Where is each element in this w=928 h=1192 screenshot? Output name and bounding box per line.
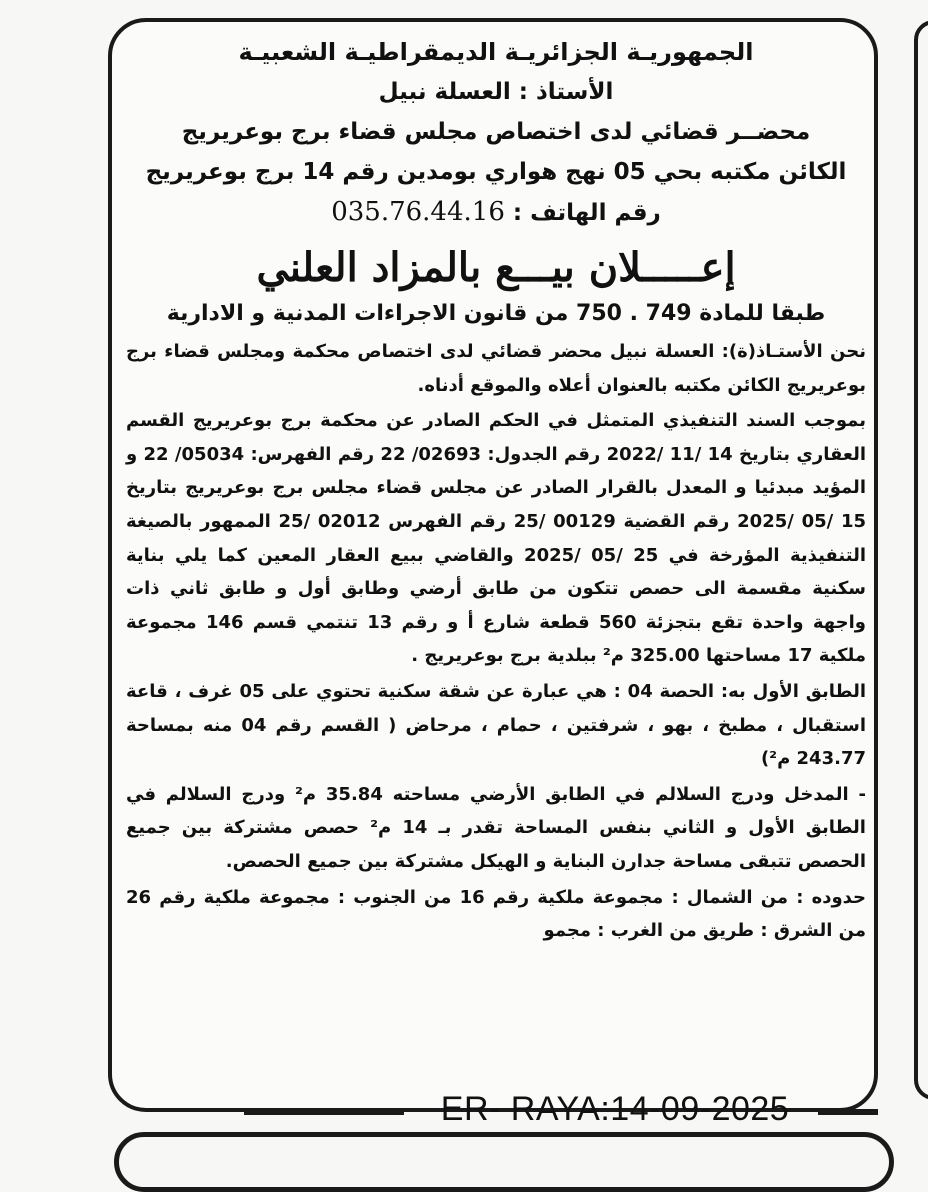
next-notice-border [114, 1132, 894, 1192]
boundaries-paragraph: حدوده : من الشمال : مجموعة ملكية رقم 16 من الجنوب : مجموعة ملكية رقم 26 من الشرق : طريق من الغرب : مجمو [126, 886, 867, 942]
judgment-paragraph: بموجب السند التنفيذي المتمثل في الحكم الصادر عن محكمة برج بوعريريج القسم العقاري بتاريخ 14 /11 /2022 رقم الجدول: 02693/ 22 رقم الفهرس: 05034/ 22 و المؤيد مبدئيا و المعدل بالقرار الصادر عن مجلس قضاء مجلس برج بوعريريج بتاريخ 15 /05 /2025 رقم القضية 00129 /25 رقم الفهرس 02012 /25 الممهور بالصيغة التنفيذية المؤرخة في 25 /05 /2025 والقاضي ببيع العقار المعين كما يلي بناية سكنية مقسمة الى حصص تتكون من طابق أرضي وطابق أول و طابق ثاني ذات واجهة واحدة تقع بتجزئة 560 قطعة شارع أ و رقم 13 تنتمي قسم 146 مجموعة ملكية 17 مساحتها 325.00 م² ببلدية برج بوعريريج . [126, 410, 867, 667]
legal-reference: طبقا للمادة 749 . 750 من قانون الاجراءات المدنية و الادارية [166, 301, 826, 326]
auction-headline: إعـــــلان بيـــع بالمزاد العلني [256, 244, 736, 291]
notice-content [126, 32, 866, 948]
republic-heading: الجمهوريـة الجزائريـة الديمقراطيـة الشعبيـة [238, 38, 754, 66]
footer-rule-right [818, 1109, 878, 1115]
bailiff-name: الأستاذ : العسلة نبيل [378, 79, 614, 105]
stairs-paragraph: - المدخل ودرج السلالم في الطابق الأرضي مساحته 35.84 م² ودرج السلالم في الطابق الأول و الثاني بنفس المساحة تقدر بـ 14 م² حصص مشتركة بين جميع الحصص تتبقى مساحة جدارن البناية و الهيكل مشتركة بين جميع الحصص. [126, 783, 867, 872]
office-jurisdiction: محضــر قضائي لدى اختصاص مجلس قضاء برج بوعريريج [181, 119, 811, 145]
phone-line [126, 192, 866, 233]
footer-rule-left [244, 1109, 404, 1115]
adjacent-notice-border [914, 20, 928, 1100]
office-address: الكائن مكتبه بحي 05 نهج هواري بومدين رقم 14 برج بوعريريج [145, 159, 847, 185]
phone-label: رقم الهاتف : [512, 200, 661, 226]
newspaper-source: ER- RAYA:14-09-2025 [440, 1090, 790, 1128]
first-floor-paragraph: الطابق الأول به: الحصة 04 : هي عبارة عن شقة سكنية تحتوي على 05 غرف ، قاعة استقبال ، مطبخ ، بهو ، شرفتين ، حمام ، مرحاض ( القسم رقم 04 منه بمساحة 243.77 م²) [126, 680, 866, 770]
phone-number: 035.76.44.16 [331, 197, 505, 227]
intro-paragraph: نحن الأستـاذ(ة): العسلة نبيل محضر قضائي لدى اختصاص محكمة ومجلس قضاء برج بوعريريج الكائن مكتبه بالعنوان أعلاه والموقع أدناه. [126, 341, 866, 396]
